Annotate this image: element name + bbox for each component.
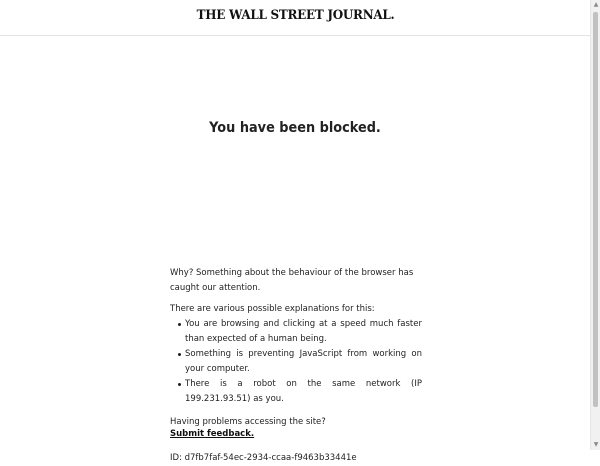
site-header xyxy=(0,0,590,36)
list-item: There is a robot on the same network (IP 199.231.93.51) as you. xyxy=(178,377,422,407)
explanations-intro: There are various possible explanations for this: xyxy=(170,304,375,314)
block-explanation xyxy=(170,266,422,466)
problems-text: Having problems accessing the site? xyxy=(170,417,326,427)
page-title: You have been blocked. xyxy=(209,120,381,136)
block-id: ID: d7fb7faf-54ec-2934-ccaa-f9463b33441e xyxy=(170,453,357,463)
scrollbar-thumb[interactable] xyxy=(593,12,598,407)
submit-feedback-link[interactable]: Submit feedback. xyxy=(170,429,255,439)
reasons-list xyxy=(170,317,422,407)
list-item: You are browsing and clicking at a speed much faster than expected of a human being. xyxy=(178,317,422,347)
why-text: Why? Something about the behaviour of the browser has caught our attention. xyxy=(170,268,414,293)
arrow-down-icon[interactable]: ▼ xyxy=(593,441,599,448)
vertical-scrollbar[interactable] xyxy=(590,0,600,450)
wsj-logo[interactable]: THE WALL STREET JOURNAL. xyxy=(196,8,394,23)
arrow-up-icon[interactable]: ▲ xyxy=(593,1,599,8)
list-item: Something is preventing JavaScript from working on your computer. xyxy=(178,347,422,377)
